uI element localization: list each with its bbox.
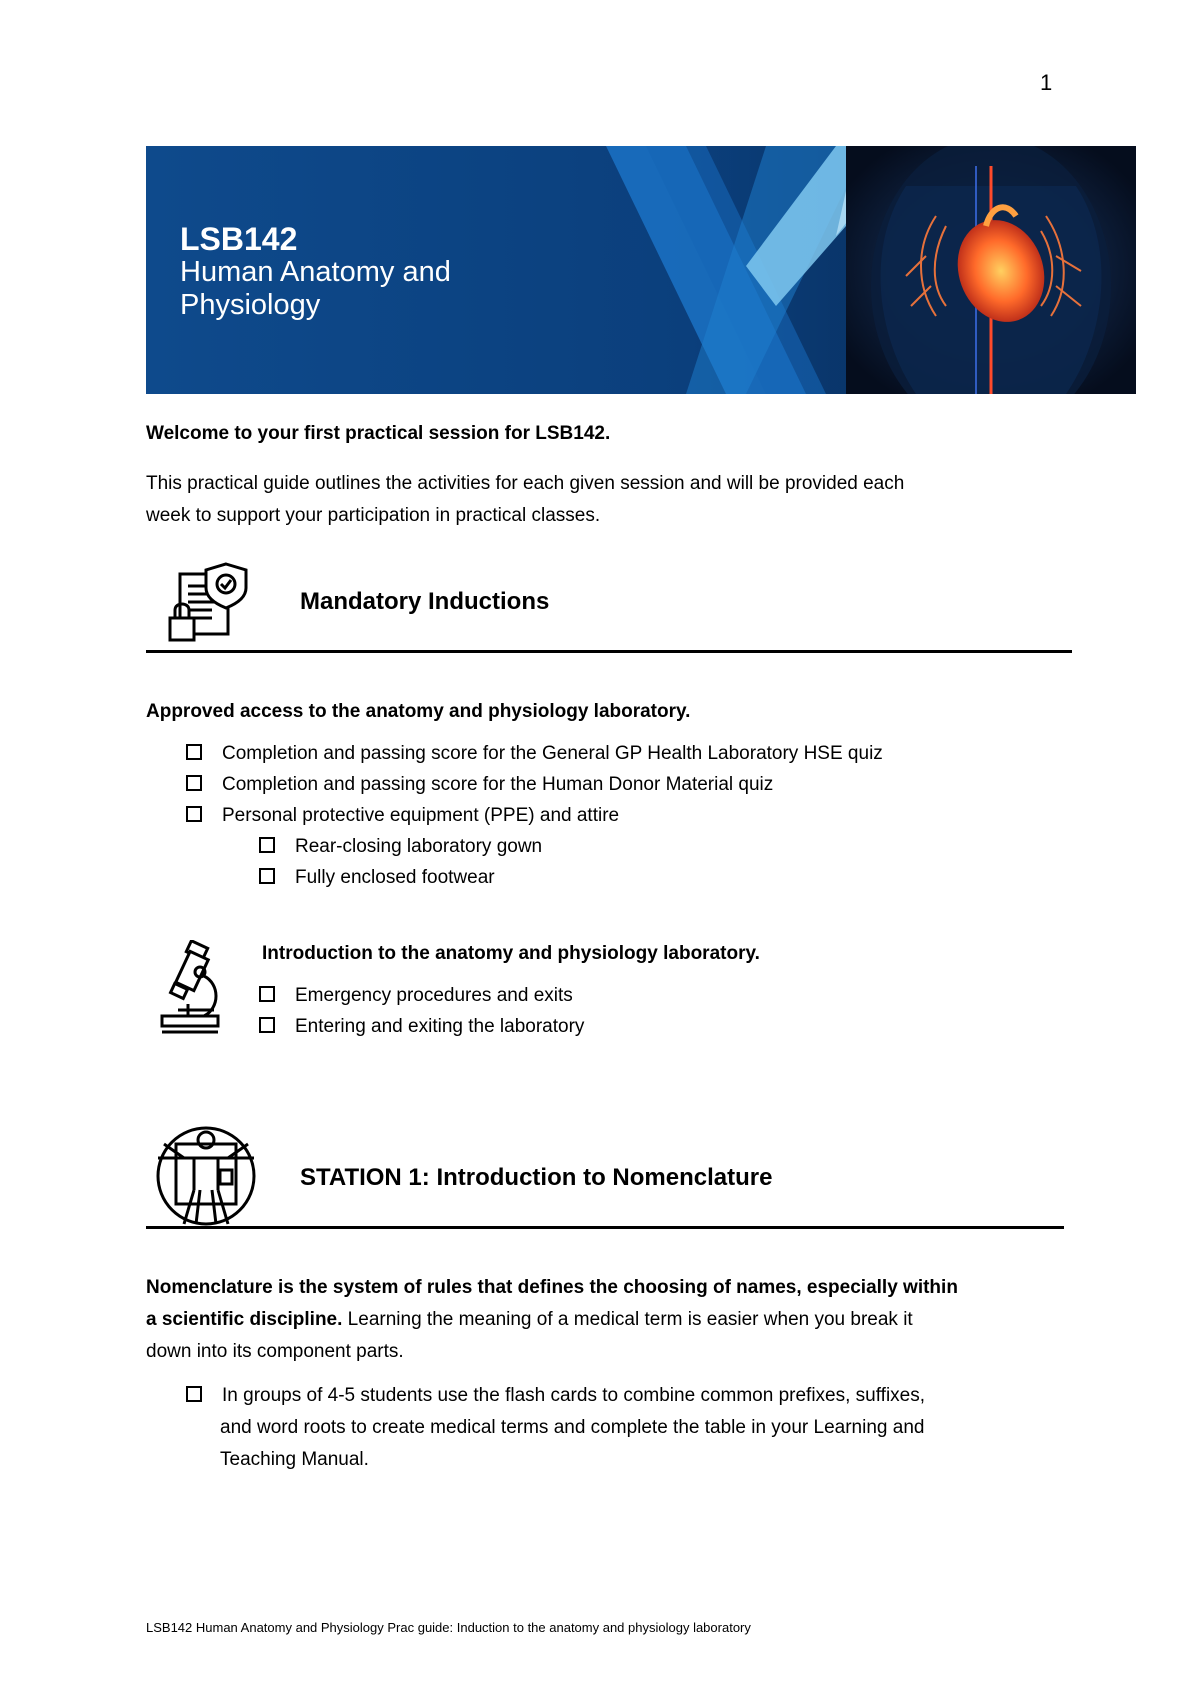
lab-intro-heading: Introduction to the anatomy and physiology laboratory. [262, 943, 760, 964]
checkbox[interactable] [259, 986, 275, 1002]
vitruvian-man-icon [154, 1124, 258, 1233]
section-divider [146, 1226, 1064, 1229]
station1-task [186, 1380, 925, 1476]
banner-text [180, 222, 451, 322]
station1-heading: STATION 1: Introduction to Nomenclature [300, 1164, 773, 1191]
ppe-checklist [259, 831, 542, 893]
checkbox[interactable] [186, 744, 202, 760]
nomenclature-definition-line3: down into its component parts. [146, 1341, 404, 1362]
course-code: LSB142 [180, 221, 298, 257]
nomenclature-definition-line1: Nomenclature is the system of rules that defines the choosing of names, especially within [146, 1277, 958, 1298]
description-line2: week to support your participation in practical classes. [146, 505, 601, 526]
checkbox[interactable] [186, 806, 202, 822]
checklist-item: Emergency procedures and exits [259, 980, 584, 1011]
microscope-icon [158, 940, 234, 1045]
task-line1: In groups of 4-5 students use the flash cards to combine common prefixes, suffixes, [222, 1385, 926, 1406]
task-line3: Teaching Manual. [220, 1449, 369, 1470]
inductions-checklist [186, 738, 883, 831]
task-line2: and word roots to create medical terms and complete the table in your Learning and [220, 1417, 925, 1438]
checklist-item: Entering and exiting the laboratory [259, 1011, 584, 1042]
checklist-item: Rear-closing laboratory gown [259, 831, 542, 862]
checkbox[interactable] [259, 1017, 275, 1033]
inductions-heading: Mandatory Inductions [300, 588, 550, 615]
checklist-item: Personal protective equipment (PPE) and attire [186, 800, 883, 831]
checklist-item: Completion and passing score for the General GP Health Laboratory HSE quiz [186, 738, 883, 769]
checkbox[interactable] [259, 868, 275, 884]
course-title-line2: Physiology [180, 289, 321, 321]
document-shield-lock-icon [166, 560, 250, 651]
section-divider [146, 650, 1072, 653]
checklist-item: Completion and passing score for the Human Donor Material quiz [186, 769, 883, 800]
checkbox[interactable] [259, 837, 275, 853]
checklist-item: Fully enclosed footwear [259, 862, 542, 893]
description-line1: This practical guide outlines the activities for each given session and will be provided each [146, 473, 905, 494]
inductions-subheading: Approved access to the anatomy and physiology laboratory. [146, 701, 691, 722]
checkbox[interactable] [186, 775, 202, 791]
page-footer: LSB142 Human Anatomy and Physiology Prac guide: Induction to the anatomy and physiology laboratory [146, 1620, 751, 1635]
page-number: 1 [1040, 70, 1053, 95]
lab-intro-checklist [259, 980, 584, 1042]
course-title-line1: Human Anatomy and [180, 256, 451, 288]
course-banner [146, 146, 1136, 394]
welcome-text: Welcome to your first practical session for LSB142. [146, 423, 611, 444]
nomenclature-definition-line2: a scientific discipline. Learning the meaning of a medical term is easier when you break it [146, 1309, 913, 1330]
checkbox[interactable] [186, 1386, 202, 1402]
